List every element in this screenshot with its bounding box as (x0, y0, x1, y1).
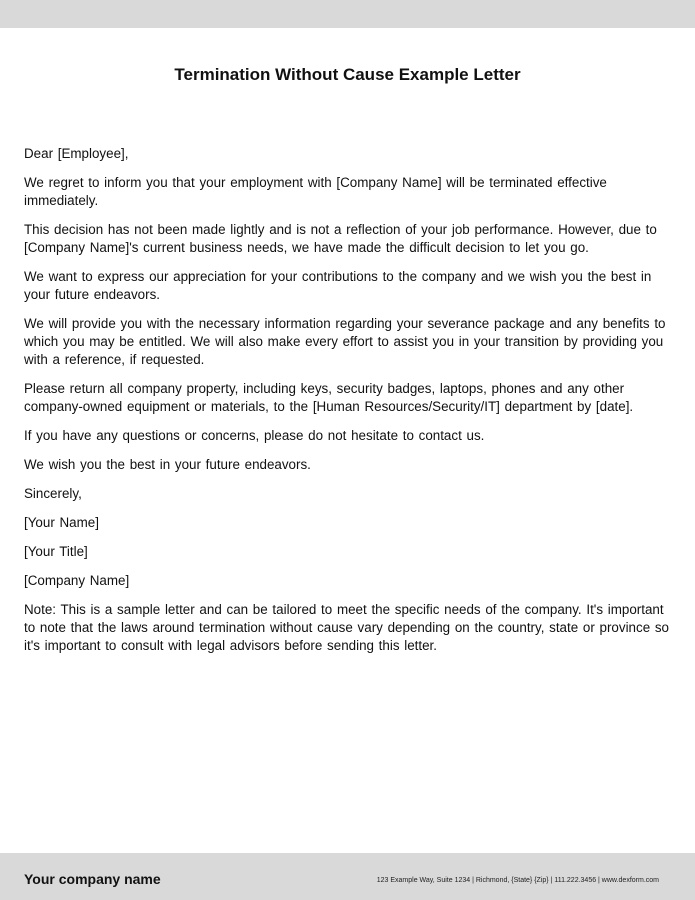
letter-paragraph: If you have any questions or concerns, please do not hesitate to contact us. (24, 428, 485, 443)
document-title: Termination Without Cause Example Letter (174, 65, 521, 84)
signature-title: [Your Title] (24, 544, 88, 559)
signature-name: [Your Name] (24, 515, 99, 530)
closing: Sincerely, (24, 486, 82, 501)
signature-company: [Company Name] (24, 573, 130, 588)
footer-band (0, 853, 695, 900)
letter-paragraph: Please return all company property, including keys, security badges, laptops, phones and any other company-owned equipment or materials, to the [Human Resources/Security/IT] department by [date]. (24, 381, 634, 414)
letter-body (24, 145, 669, 666)
letter-paragraph: We wish you the best in your future endeavors. (24, 457, 311, 472)
letter-paragraph: We regret to inform you that your employment with [Company Name] will be terminated effective immediately. (24, 175, 607, 208)
note: Note: This is a sample letter and can be tailored to meet the specific needs of the company. It's important to note that the laws around termination without cause vary depending on the country, state or province so it's important to consult with legal advisors before sending this letter. (24, 602, 669, 653)
letter-paragraph: We will provide you with the necessary information regarding your severance package and any benefits to which you may be entitled. We will also make every effort to assist you in your transition by providing you with a reference, if requested. (24, 316, 666, 367)
salutation: Dear [Employee], (24, 146, 129, 161)
letter-paragraph: This decision has not been made lightly and is not a reflection of your job performance. However, due to [Company Name]'s current business needs, we have made the difficult decision to let you go. (24, 222, 657, 255)
footer-contact-info: 123 Example Way, Suite 1234 | Richmond, {State} {Zip} | 111.222.3456 | www.dexform.com (376, 877, 659, 884)
header-band (0, 0, 695, 28)
letter-paragraph: We want to express our appreciation for your contributions to the company and we wish you the best in your future endeavors. (24, 269, 652, 302)
footer-company-name: Your company name (24, 871, 161, 887)
